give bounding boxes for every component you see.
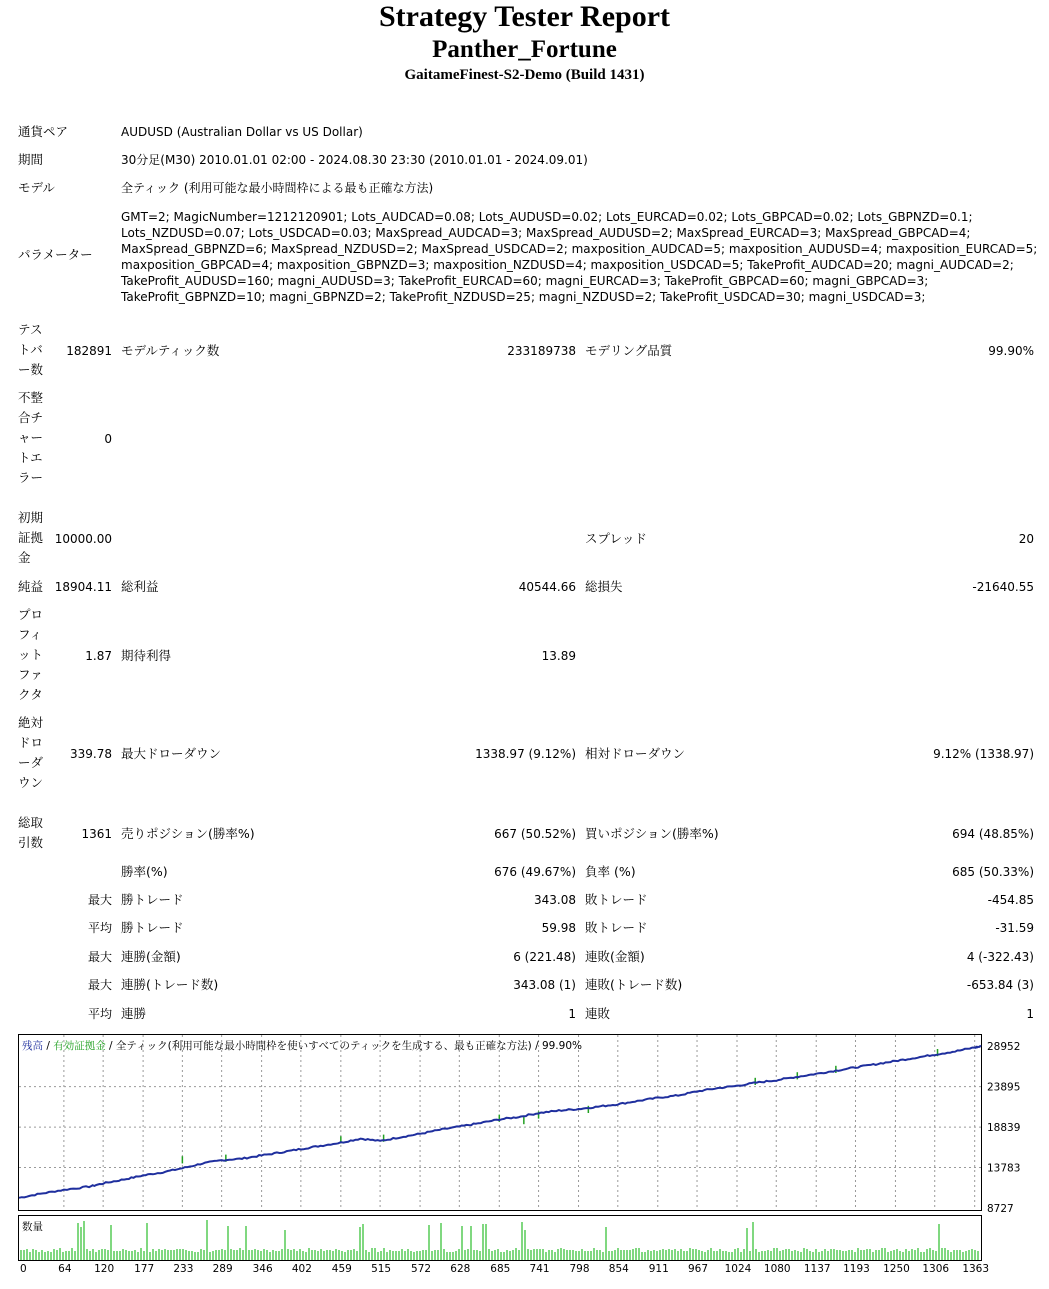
x-tick-label: 967: [688, 1263, 709, 1275]
server-name: GaitameFinest-S2-Demo (Build 1431): [404, 67, 645, 83]
expected-label: 期待利得: [121, 648, 172, 663]
short-value: 667 (50.52%): [494, 827, 576, 841]
legend-separator: /: [43, 1040, 54, 1052]
deposit-label: 初期 証拠 金: [18, 510, 44, 565]
max-consec-losses-label: 連敗(金額): [585, 949, 645, 964]
avg-label: 平均: [87, 921, 112, 935]
params-line: maxposition_GBPCAD=4; maxposition_GBPNZD=3; maxposition_NZDUSD=4; maxposition_USDCAD=5; TakeProfit_AUDCAD=20; magni_AUDCAD=2;: [121, 258, 1014, 272]
avg-win-value: 59.98: [541, 921, 576, 935]
y-tick-label: 18839: [987, 1122, 1021, 1135]
x-tick-label: 854: [608, 1263, 629, 1275]
max-consec-profit-label: 連勝(トレード数): [121, 977, 219, 992]
x-tick-label: 1250: [883, 1263, 910, 1275]
gross-loss-value: -21640.55: [972, 580, 1034, 594]
volume-label: 数量: [22, 1221, 43, 1233]
x-tick-label: 64: [58, 1263, 72, 1275]
x-tick-label: 628: [450, 1263, 471, 1275]
loss-rate-value: 685 (50.33%): [952, 865, 1034, 879]
avg-consec-losses-value: 1: [1026, 1007, 1034, 1021]
x-tick-label: 402: [291, 1263, 312, 1275]
params-line: GMT=2; MagicNumber=1212120901; Lots_AUDCAD=0.08; Lots_AUDUSD=0.02; Lots_EURCAD=0.02; Lots_GBPCAD=0.02; Lots_GBPNZD=0.1;: [121, 210, 973, 224]
net-value: 18904.11: [54, 580, 112, 594]
rel-dd-label: 相対ドローダウン: [585, 746, 686, 761]
params-label: パラメーター: [18, 247, 93, 262]
largest-loss-label: 敗トレード: [585, 892, 648, 907]
balance-chart: [18, 1034, 1049, 1285]
y-tick-label: 8727: [987, 1203, 1014, 1215]
chart-legend: [22, 1039, 582, 1052]
x-tick-label: 1193: [843, 1263, 870, 1275]
symbol-label: 通貨ペア: [18, 124, 69, 139]
avg-loss-label: 敗トレード: [585, 920, 648, 935]
main-plot-frame: [19, 1035, 982, 1211]
ticks-label: モデルティック数: [121, 343, 220, 358]
max-label: 最大: [87, 893, 112, 907]
max-consec-losses-value: 4 (-322.43): [966, 950, 1034, 964]
x-tick-label: 1024: [724, 1263, 752, 1275]
total-trades-label: 総取 引数: [18, 815, 44, 850]
max-dd-label: 最大ドローダウン: [121, 746, 222, 761]
max-consec-loss-value: -653.84 (3): [966, 978, 1034, 992]
model-value: 全ティック (利用可能な最小時間枠による最も正確な方法): [121, 181, 434, 195]
y-tick-label: 23895: [987, 1081, 1021, 1094]
params-line: TakeProfit_GBPNZD=10; magni_GBPNZD=2; TakeProfit_NZDUSD=25; magni_NZDUSD=2; TakeProfit_USDCAD=30; magni_USDCAD=3;: [121, 290, 926, 304]
quality-value: 99.90%: [988, 344, 1034, 358]
x-tick-label: 1306: [922, 1263, 950, 1275]
gross-profit-value: 40544.66: [518, 580, 576, 594]
avg-loss-value: -31.59: [995, 921, 1034, 935]
max-consec-loss-label: 連敗(トレード数): [585, 977, 683, 992]
params-value: [121, 209, 1038, 305]
bars-label: テス トバ ー数: [18, 322, 44, 377]
legend-description: / 全ティック(利用可能な最小時間枠を使いすべてのティックを生成する、最も正確な方法) / 99.90%: [105, 1040, 582, 1052]
loss-rate-label: 負率 (%): [585, 864, 636, 879]
mismatch-value: 0: [104, 432, 112, 446]
ticks-value: 233189738: [507, 344, 576, 358]
period-value: 30分足(M30) 2010.01.01 02:00 - 2024.08.30 23:30 (2010.01.01 - 2024.09.01): [121, 153, 588, 167]
pf-value: 1.87: [85, 649, 112, 663]
avg-consec-wins-label: 連勝: [121, 1006, 147, 1021]
avg-win-label: 勝トレード: [121, 920, 184, 935]
long-label: 買いポジション(勝率%): [585, 826, 719, 841]
symbol-value: AUDUSD (Australian Dollar vs US Dollar): [121, 125, 363, 139]
balance-chart-svg: [18, 1034, 1049, 1285]
pf-label: プロ フィ ット ファ クタ: [18, 607, 44, 702]
short-label: 売りポジション(勝率%): [121, 826, 255, 841]
win-rate-value: 676 (49.67%): [494, 865, 576, 879]
x-tick-label: 1363: [962, 1263, 990, 1275]
win-rate-label: 勝率(%): [121, 864, 168, 879]
max-consec-wins-label: 連勝(金額): [121, 949, 181, 964]
avg-label: 平均: [87, 1007, 112, 1021]
deposit-value: 10000.00: [54, 532, 112, 546]
x-tick-label: 0: [20, 1263, 27, 1275]
params-line: Lots_NZDUSD=0.07; Lots_USDCAD=0.03; MaxSpread_AUDCAD=3; MaxSpread_AUDUSD=2; MaxSpread_EURCAD=3; MaxSpread_GBPCAD=4;: [121, 226, 971, 240]
spread-value: 20: [1018, 532, 1034, 546]
x-tick-label: 177: [134, 1263, 155, 1275]
x-tick-label: 1080: [763, 1263, 791, 1275]
largest-loss-value: -454.85: [987, 893, 1034, 907]
x-tick-label: 233: [173, 1263, 194, 1275]
ea-name: Panther_Fortune: [432, 36, 617, 63]
legend-equity: 有効証拠金: [53, 1040, 106, 1052]
mismatch-label: 不整 合チ ャー トエ ラー: [18, 390, 44, 485]
x-tick-label: 685: [490, 1263, 511, 1275]
max-label: 最大: [87, 978, 112, 992]
x-tick-label: 289: [212, 1263, 233, 1275]
max-label: 最大: [87, 950, 112, 964]
max-dd-value: 1338.97 (9.12%): [475, 747, 576, 761]
x-tick-label: 120: [94, 1263, 115, 1275]
spread-label: スプレッド: [585, 531, 647, 546]
avg-consec-losses-label: 連敗: [585, 1006, 611, 1021]
max-consec-wins-value: 6 (221.48): [513, 950, 576, 964]
x-tick-label: 1137: [803, 1263, 831, 1275]
largest-win-label: 勝トレード: [121, 892, 184, 907]
y-tick-label: 13783: [987, 1162, 1021, 1175]
x-tick-label: 515: [371, 1263, 392, 1275]
x-tick-label: 911: [648, 1263, 669, 1275]
avg-consec-wins-value: 1: [568, 1007, 576, 1021]
legend-balance: 残高: [22, 1040, 43, 1052]
x-tick-label: 741: [529, 1263, 550, 1275]
x-tick-label: 798: [569, 1263, 590, 1275]
model-label: モデル: [18, 180, 55, 195]
expected-value: 13.89: [541, 649, 576, 663]
abs-dd-value: 339.78: [70, 747, 112, 761]
period-label: 期間: [18, 152, 44, 167]
max-consec-profit-value: 343.08 (1): [513, 978, 576, 992]
x-tick-label: 572: [411, 1263, 432, 1275]
net-label: 純益: [18, 579, 44, 594]
rel-dd-value: 9.12% (1338.97): [933, 747, 1034, 761]
gross-loss-label: 総損失: [585, 579, 623, 594]
bars-value: 182891: [66, 344, 112, 358]
y-tick-label: 28952: [987, 1041, 1021, 1054]
x-tick-label: 459: [331, 1263, 352, 1275]
largest-win-value: 343.08: [534, 893, 576, 907]
total-trades-value: 1361: [81, 827, 112, 841]
abs-dd-label: 絶対 ドロ ーダ ウン: [18, 715, 44, 790]
report-title: Strategy Tester Report: [378, 0, 671, 33]
params-line: TakeProfit_AUDUSD=160; magni_AUDUSD=3; TakeProfit_EURCAD=60; magni_EURCAD=3; TakeProfit_GBPCAD=60; magni_GBPCAD=3;: [121, 274, 929, 288]
params-line: MaxSpread_GBPNZD=6; MaxSpread_NZDUSD=2; MaxSpread_USDCAD=2; maxposition_AUDCAD=5; maxposition_AUDUSD=4; maxposition_EURCAD=5;: [121, 242, 1038, 256]
long-value: 694 (48.85%): [952, 827, 1034, 841]
quality-label: モデリング品質: [585, 343, 673, 358]
gross-profit-label: 総利益: [121, 579, 159, 594]
x-tick-label: 346: [252, 1263, 273, 1275]
